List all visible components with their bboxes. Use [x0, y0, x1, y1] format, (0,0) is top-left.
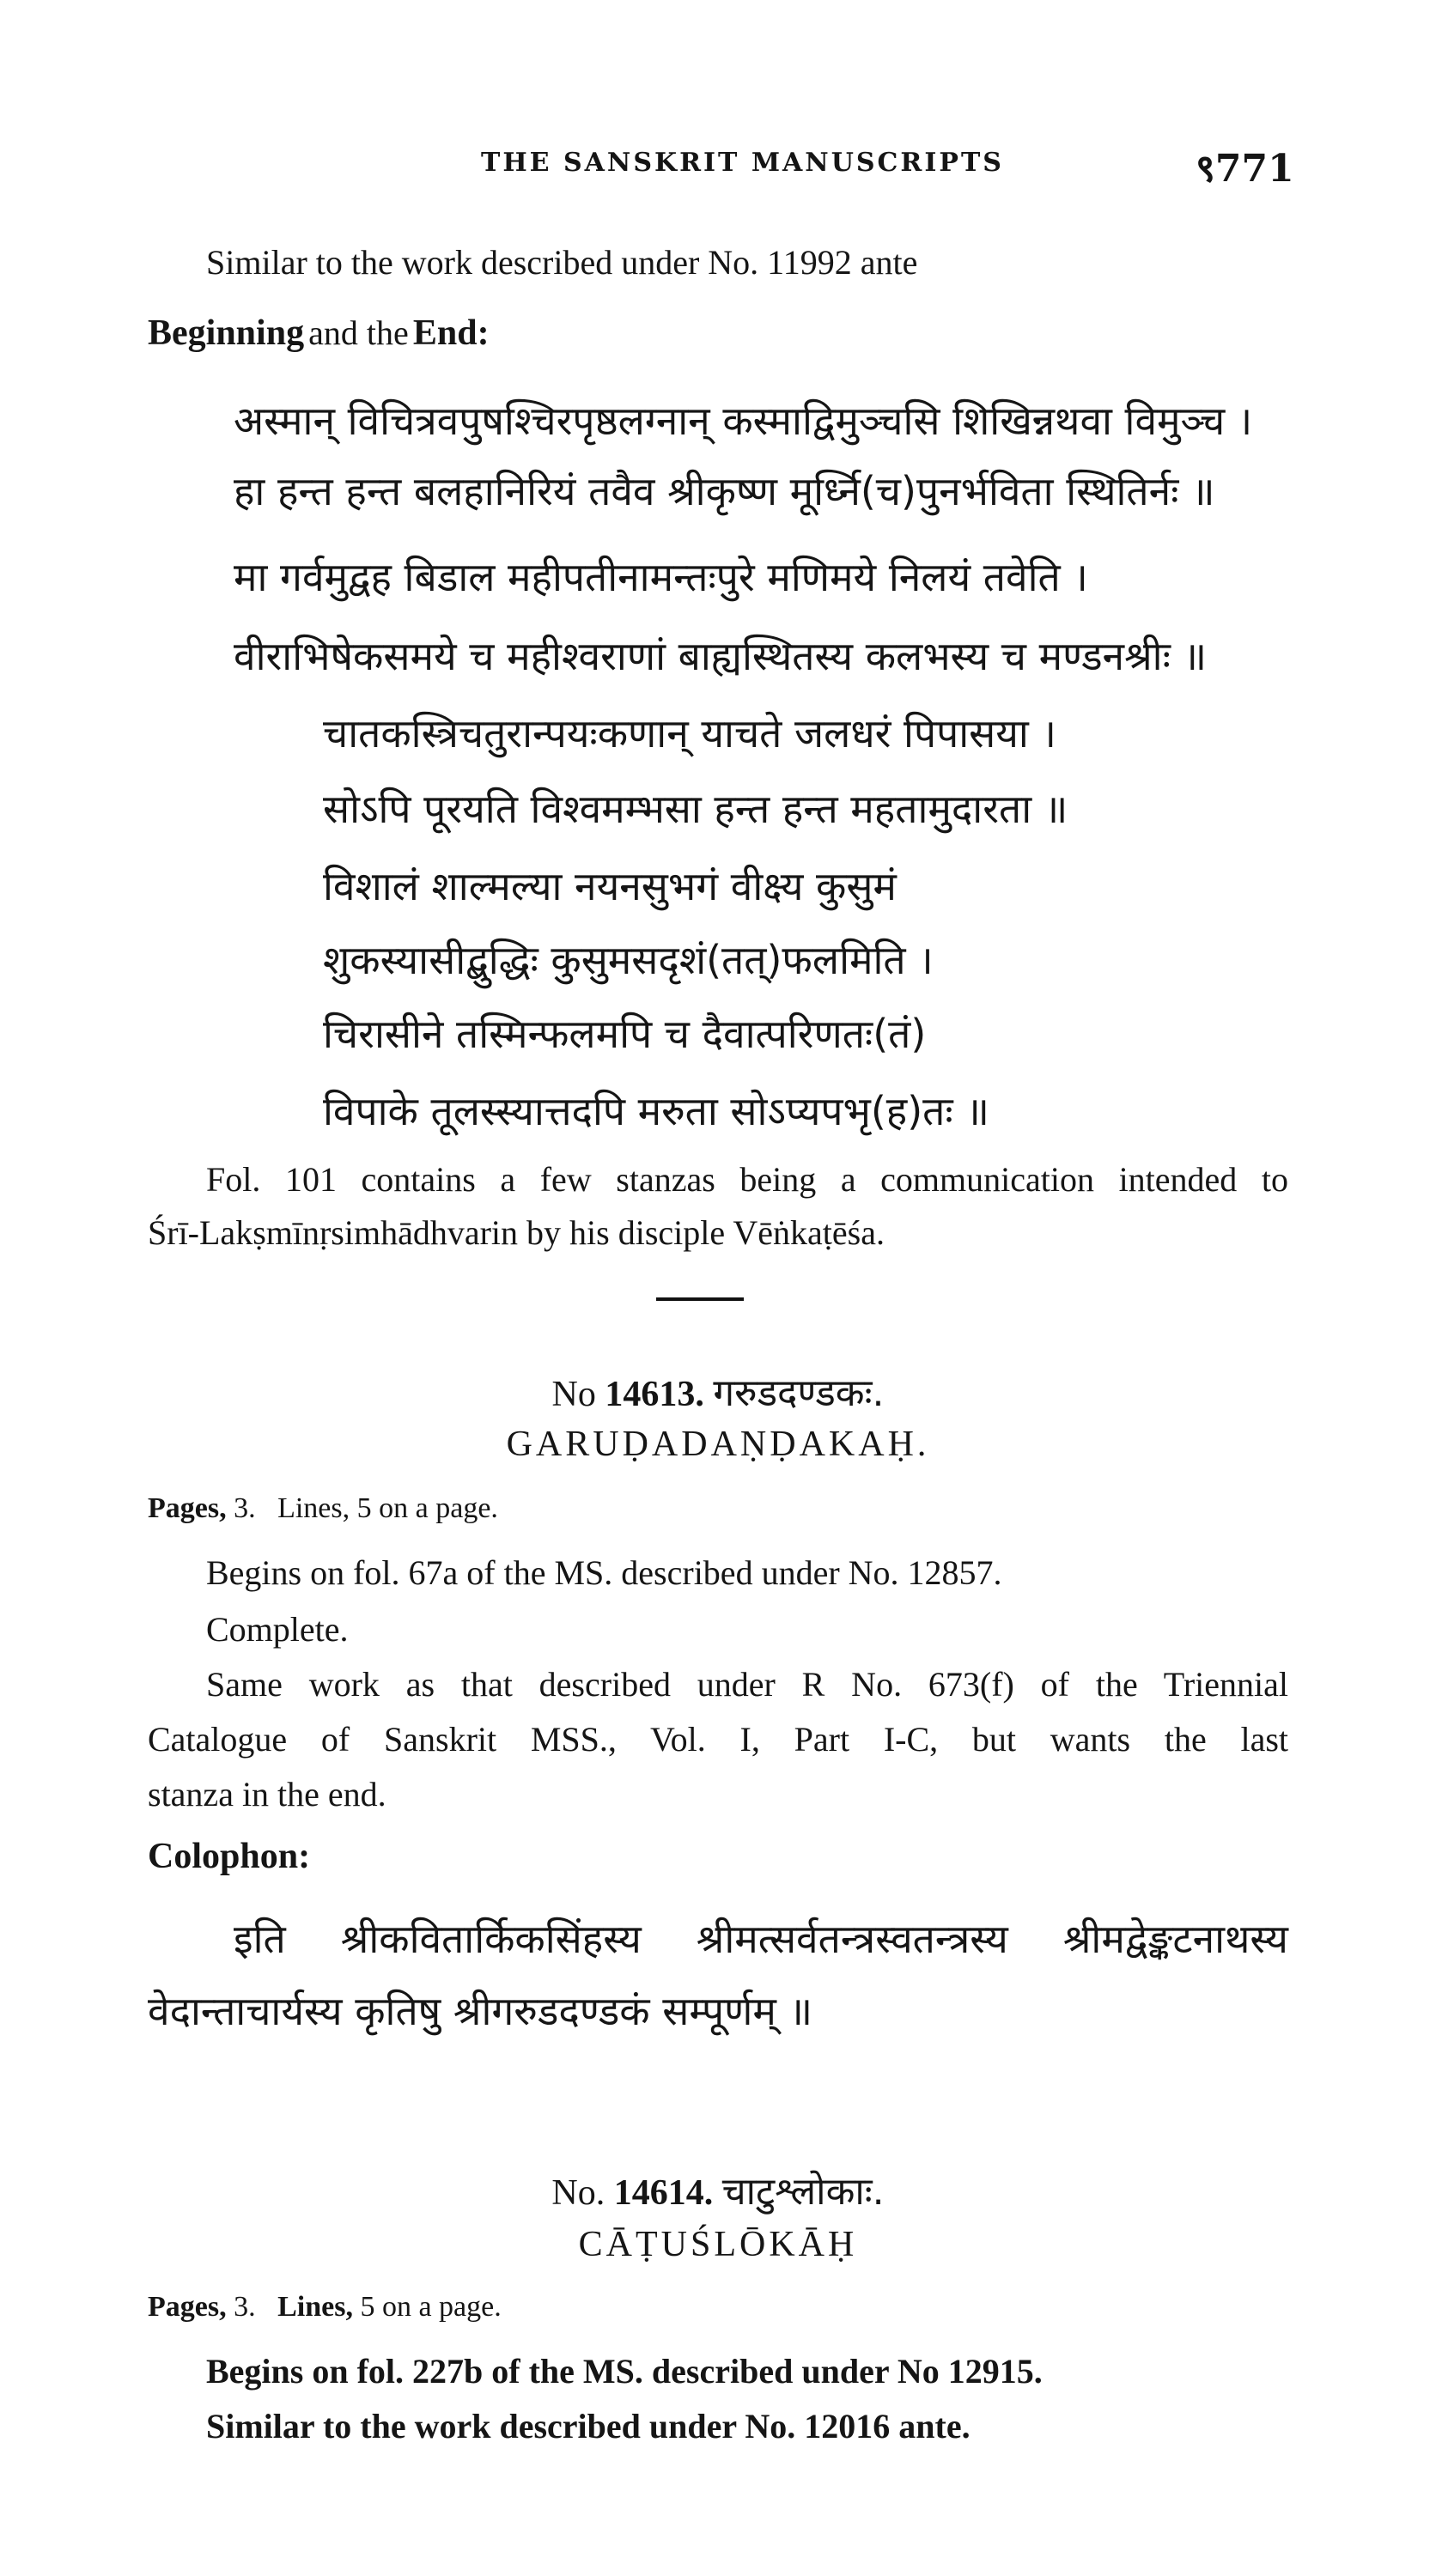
- beginning-label: Beginning: [148, 313, 305, 353]
- entry-number: 14613.: [605, 1375, 704, 1414]
- verse-line: मा गर्वमुद्वह बिडाल महीपतीनामन्तःपुरे मणिमये निलयं तवेति ।: [234, 554, 1088, 600]
- entry-no-prefix: No.: [551, 2173, 605, 2213]
- colophon-line: वेदान्ताचार्यस्य कृतिषु श्रीगरुडदण्डकं सम्पूर्णम् ॥: [148, 1988, 813, 2034]
- verse-line: वीराभिषेकसमये च महीश्वराणां बाह्यस्थितस्य कलभस्य च मण्डनश्रीः ॥: [234, 633, 1208, 679]
- pages-label: Pages,: [148, 2291, 227, 2323]
- entry-number: 14614.: [613, 2173, 714, 2213]
- complete-note: Complete.: [206, 1610, 349, 1649]
- entry-no-prefix: No: [551, 1375, 596, 1414]
- section-divider: [656, 1297, 744, 1301]
- lines-value: 5 on a page.: [360, 2291, 502, 2323]
- beginning-end-heading: [148, 313, 490, 354]
- running-title: THE SANSKRIT MANUSCRIPTS: [481, 148, 1004, 178]
- same-work-line: Catalogue of Sanskrit MSS., Vol. I, Part I-C, but wants the last: [148, 1720, 1288, 1759]
- entry-heading-14613: [0, 1365, 1436, 1417]
- folio-note-line: Śrī-Lakṣmīnṛsimhādhvarin by his disciple Vēṅkaṭēśa.: [148, 1213, 885, 1252]
- verse-line: चिरासीने तस्मिन्फलमपि च दैवात्परिणतः(तं): [323, 1011, 927, 1057]
- entry-heading-14614: [0, 2164, 1436, 2215]
- page-number: ९771: [1196, 147, 1294, 191]
- verse-line: हा हन्त हन्त बलहानिरियं तवैव श्रीकृष्ण मूर्ध्नि(च)पुनर्भविता स्थितिर्नः ॥: [234, 468, 1215, 514]
- end-label: End:: [412, 313, 490, 353]
- begins-note: Begins on fol. 67a of the MS. described under No. 12857.: [206, 1553, 1002, 1592]
- similar-note: Similar to the work described under No. 11992 ante: [206, 243, 918, 282]
- beginning-label-rest: and the: [308, 313, 409, 352]
- colophon-label: Colophon:: [148, 1837, 311, 1876]
- pages-label: Pages,: [148, 1492, 227, 1524]
- folio-note-line: Fol. 101 contains a few stanzas being a communication intended to: [206, 1160, 1288, 1199]
- entry-roman-title: CĀṬUŚLŌKĀḤ: [578, 2225, 858, 2264]
- verse-line: सोऽपि पूरयति विश्वमम्भसा हन्त हन्त महतामुदारता ॥: [323, 786, 1068, 832]
- entry-meta: [148, 1492, 498, 1525]
- colophon-line: इति श्रीकवितार्किकसिंहस्य श्रीमत्सर्वतन्त्रस्वतन्त्रस्य श्रीमद्वेङ्कटनाथस्य: [234, 1916, 1288, 1962]
- verse-line: विशालं शाल्मल्या नयनसुभगं वीक्ष्य कुसुमं: [323, 863, 897, 909]
- verse-line: विपाके तूलस्स्यात्तदपि मरुता सोऽप्यपभृ(ह)तः ॥: [323, 1088, 989, 1134]
- pages-value: 3.: [234, 2291, 256, 2323]
- same-work-line: Same work as that described under R No. 673(f) of the Triennial: [206, 1665, 1288, 1704]
- pages-value: 3.: [234, 1492, 256, 1524]
- entry-meta: [148, 2291, 502, 2324]
- entry-sanskrit-title: चाटुश्लोकाः.: [721, 2170, 885, 2214]
- similar-note: Similar to the work described under No. 12016 ante.: [206, 2407, 971, 2445]
- begins-note: Begins on fol. 227b of the MS. described under No 12915.: [206, 2352, 1043, 2391]
- same-work-line: stanza in the end.: [148, 1775, 386, 1814]
- lines-label: Lines,: [277, 1492, 350, 1524]
- verse-line: अस्मान् विचित्रवपुषश्चिरपृष्ठलग्नान् कस्माद्विमुञ्चसि शिखिन्नथवा विमुञ्च ।: [234, 398, 1253, 444]
- entry-roman-title: GARUḌADAṆḌAKAḤ.: [506, 1425, 930, 1464]
- lines-value: 5 on a page.: [356, 1492, 498, 1524]
- lines-label: Lines,: [277, 2291, 353, 2323]
- verse-line: चातकस्त्रिचतुरान्पयःकणान् याचते जलधरं पिपासया ।: [323, 710, 1056, 756]
- verse-line: शुकस्यासीद्बुद्धिः कुसुमसदृशं(तत्)फलमिति ।: [323, 937, 934, 983]
- entry-sanskrit-title: गरुडदण्डकः.: [713, 1371, 885, 1415]
